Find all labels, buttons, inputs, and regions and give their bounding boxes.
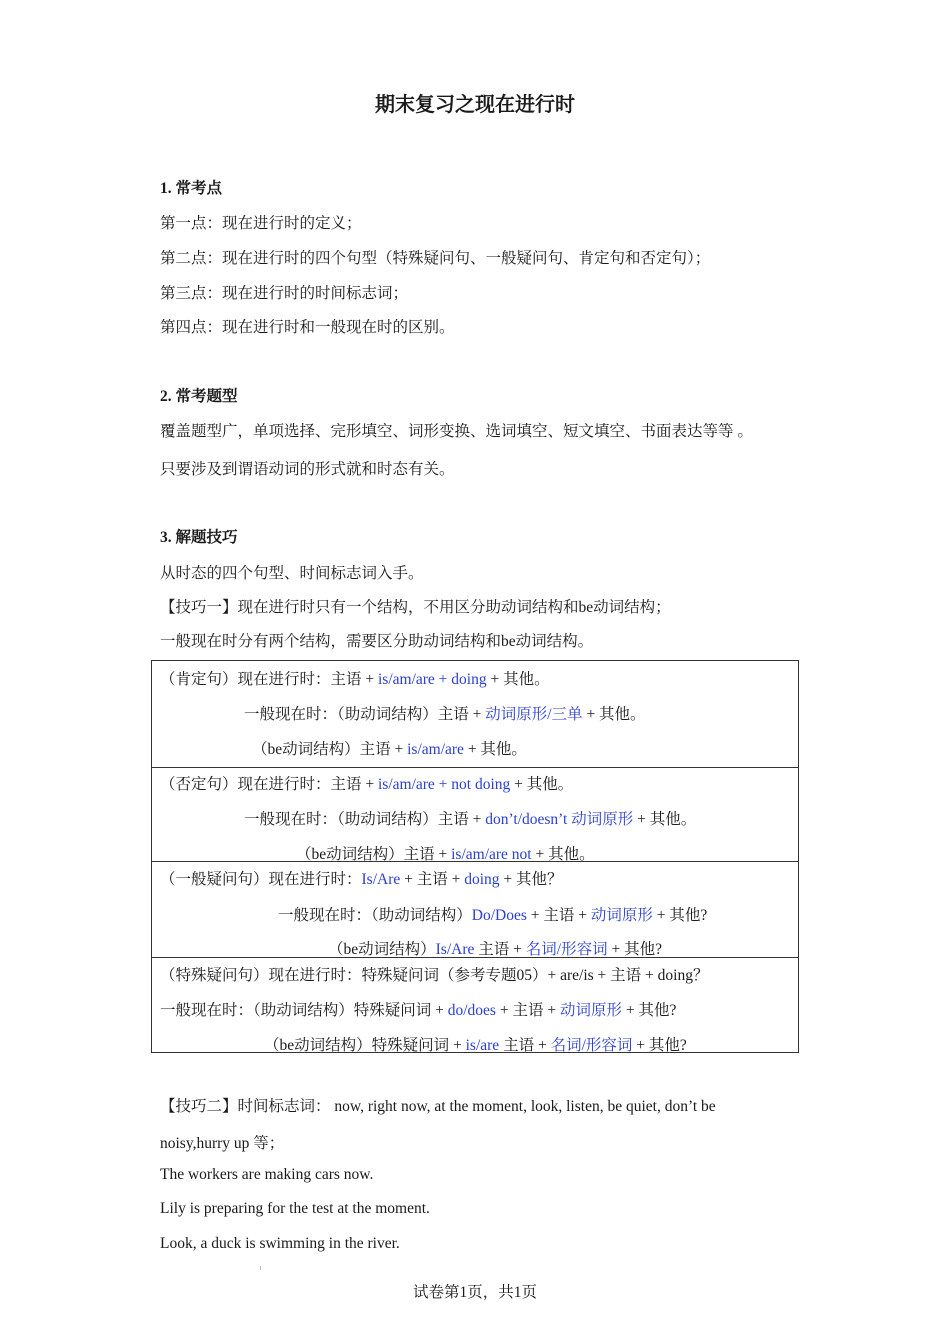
- section1-point: 第四点：现在进行时和一般现在时的区别。: [160, 319, 455, 336]
- page-title: 期末复习之现在进行时: [375, 94, 575, 116]
- decorative-mark: [260, 1266, 261, 1270]
- tip2-line: 【技巧二】时间标志词： now, right now, at the moment, look, listen, be quiet, don’t be: [160, 1098, 716, 1115]
- section3-heading: 3. 解题技巧: [160, 529, 238, 546]
- negative-simple-present-aux: 一般现在时：（助动词结构）主语 + don’t/doesn’t 动词原形 + 其他。: [244, 811, 697, 828]
- example-sentence: Look, a duck is swimming in the river.: [160, 1235, 400, 1252]
- general-question-simple-present-be: （be动词结构）Is/Are 主语 + 名词/形容词 + 其他?: [328, 941, 662, 958]
- general-question-present-continuous: （一般疑问句）现在进行时：Is/Are + 主语 + doing + 其他？: [160, 871, 563, 888]
- section1-point: 第三点：现在进行时的时间标志词；: [160, 285, 409, 302]
- section3-line: 从时态的四个句型、时间标志词入手。: [160, 565, 424, 582]
- affirmative-simple-present-aux: 一般现在时：（助动词结构）主语 + 动词原形/三单 + 其他。: [244, 706, 646, 723]
- tip2-line: noisy,hurry up 等；: [160, 1135, 285, 1152]
- section2-line: 只要涉及到谓语动词的形式就和时态有关。: [160, 461, 455, 478]
- section1-heading: 1. 常考点: [160, 180, 223, 197]
- affirmative-simple-present-be: （be动词结构）主语 + is/am/are + 其他。: [252, 741, 527, 758]
- page-footer: 试卷第1页，共1页: [412, 1284, 537, 1301]
- general-question-simple-present-aux: 一般现在时：（助动词结构）Do/Does + 主语 + 动词原形 + 其他?: [278, 907, 708, 924]
- section2-heading: 2. 常考题型: [160, 388, 238, 405]
- special-question-simple-present-be: （be动词结构）特殊疑问词 + is/are 主语 + 名词/形容词 + 其他?: [264, 1037, 687, 1054]
- negative-simple-present-be: （be动词结构）主语 + is/am/are not + 其他。: [296, 846, 595, 863]
- tense-structure-table: [151, 660, 799, 1053]
- section3-line: 一般现在时分有两个结构，需要区分助动词结构和be动词结构。: [160, 633, 594, 650]
- special-question-present-continuous: （特殊疑问句）现在进行时：特殊疑问词（参考专题05）+ are/is + 主语 + doing？: [160, 967, 709, 984]
- section2-line: 覆盖题型广，单项选择、完形填空、词形变换、选词填空、短文填空、书面表达等等 。: [160, 423, 753, 440]
- affirmative-present-continuous: （肯定句）现在进行时：主语 + is/am/are + doing + 其他。: [160, 671, 550, 688]
- example-sentence: The workers are making cars now.: [160, 1166, 374, 1183]
- table-divider: [152, 767, 798, 768]
- example-sentence: Lily is preparing for the test at the moment.: [160, 1200, 430, 1217]
- negative-present-continuous: （否定句）现在进行时：主语 + is/am/are + not doing + 其他。: [160, 776, 574, 793]
- tip1-line: 【技巧一】现在进行时只有一个结构，不用区分助动词结构和be动词结构；: [160, 599, 671, 616]
- section1-point: 第一点：现在进行时的定义；: [160, 215, 362, 232]
- special-question-simple-present-aux: 一般现在时：（助动词结构）特殊疑问词 + do/does + 主语 + 动词原形 + 其他?: [160, 1002, 677, 1019]
- section1-point: 第二点：现在进行时的四个句型（特殊疑问句、一般疑问句、肯定句和否定句）；: [160, 250, 711, 267]
